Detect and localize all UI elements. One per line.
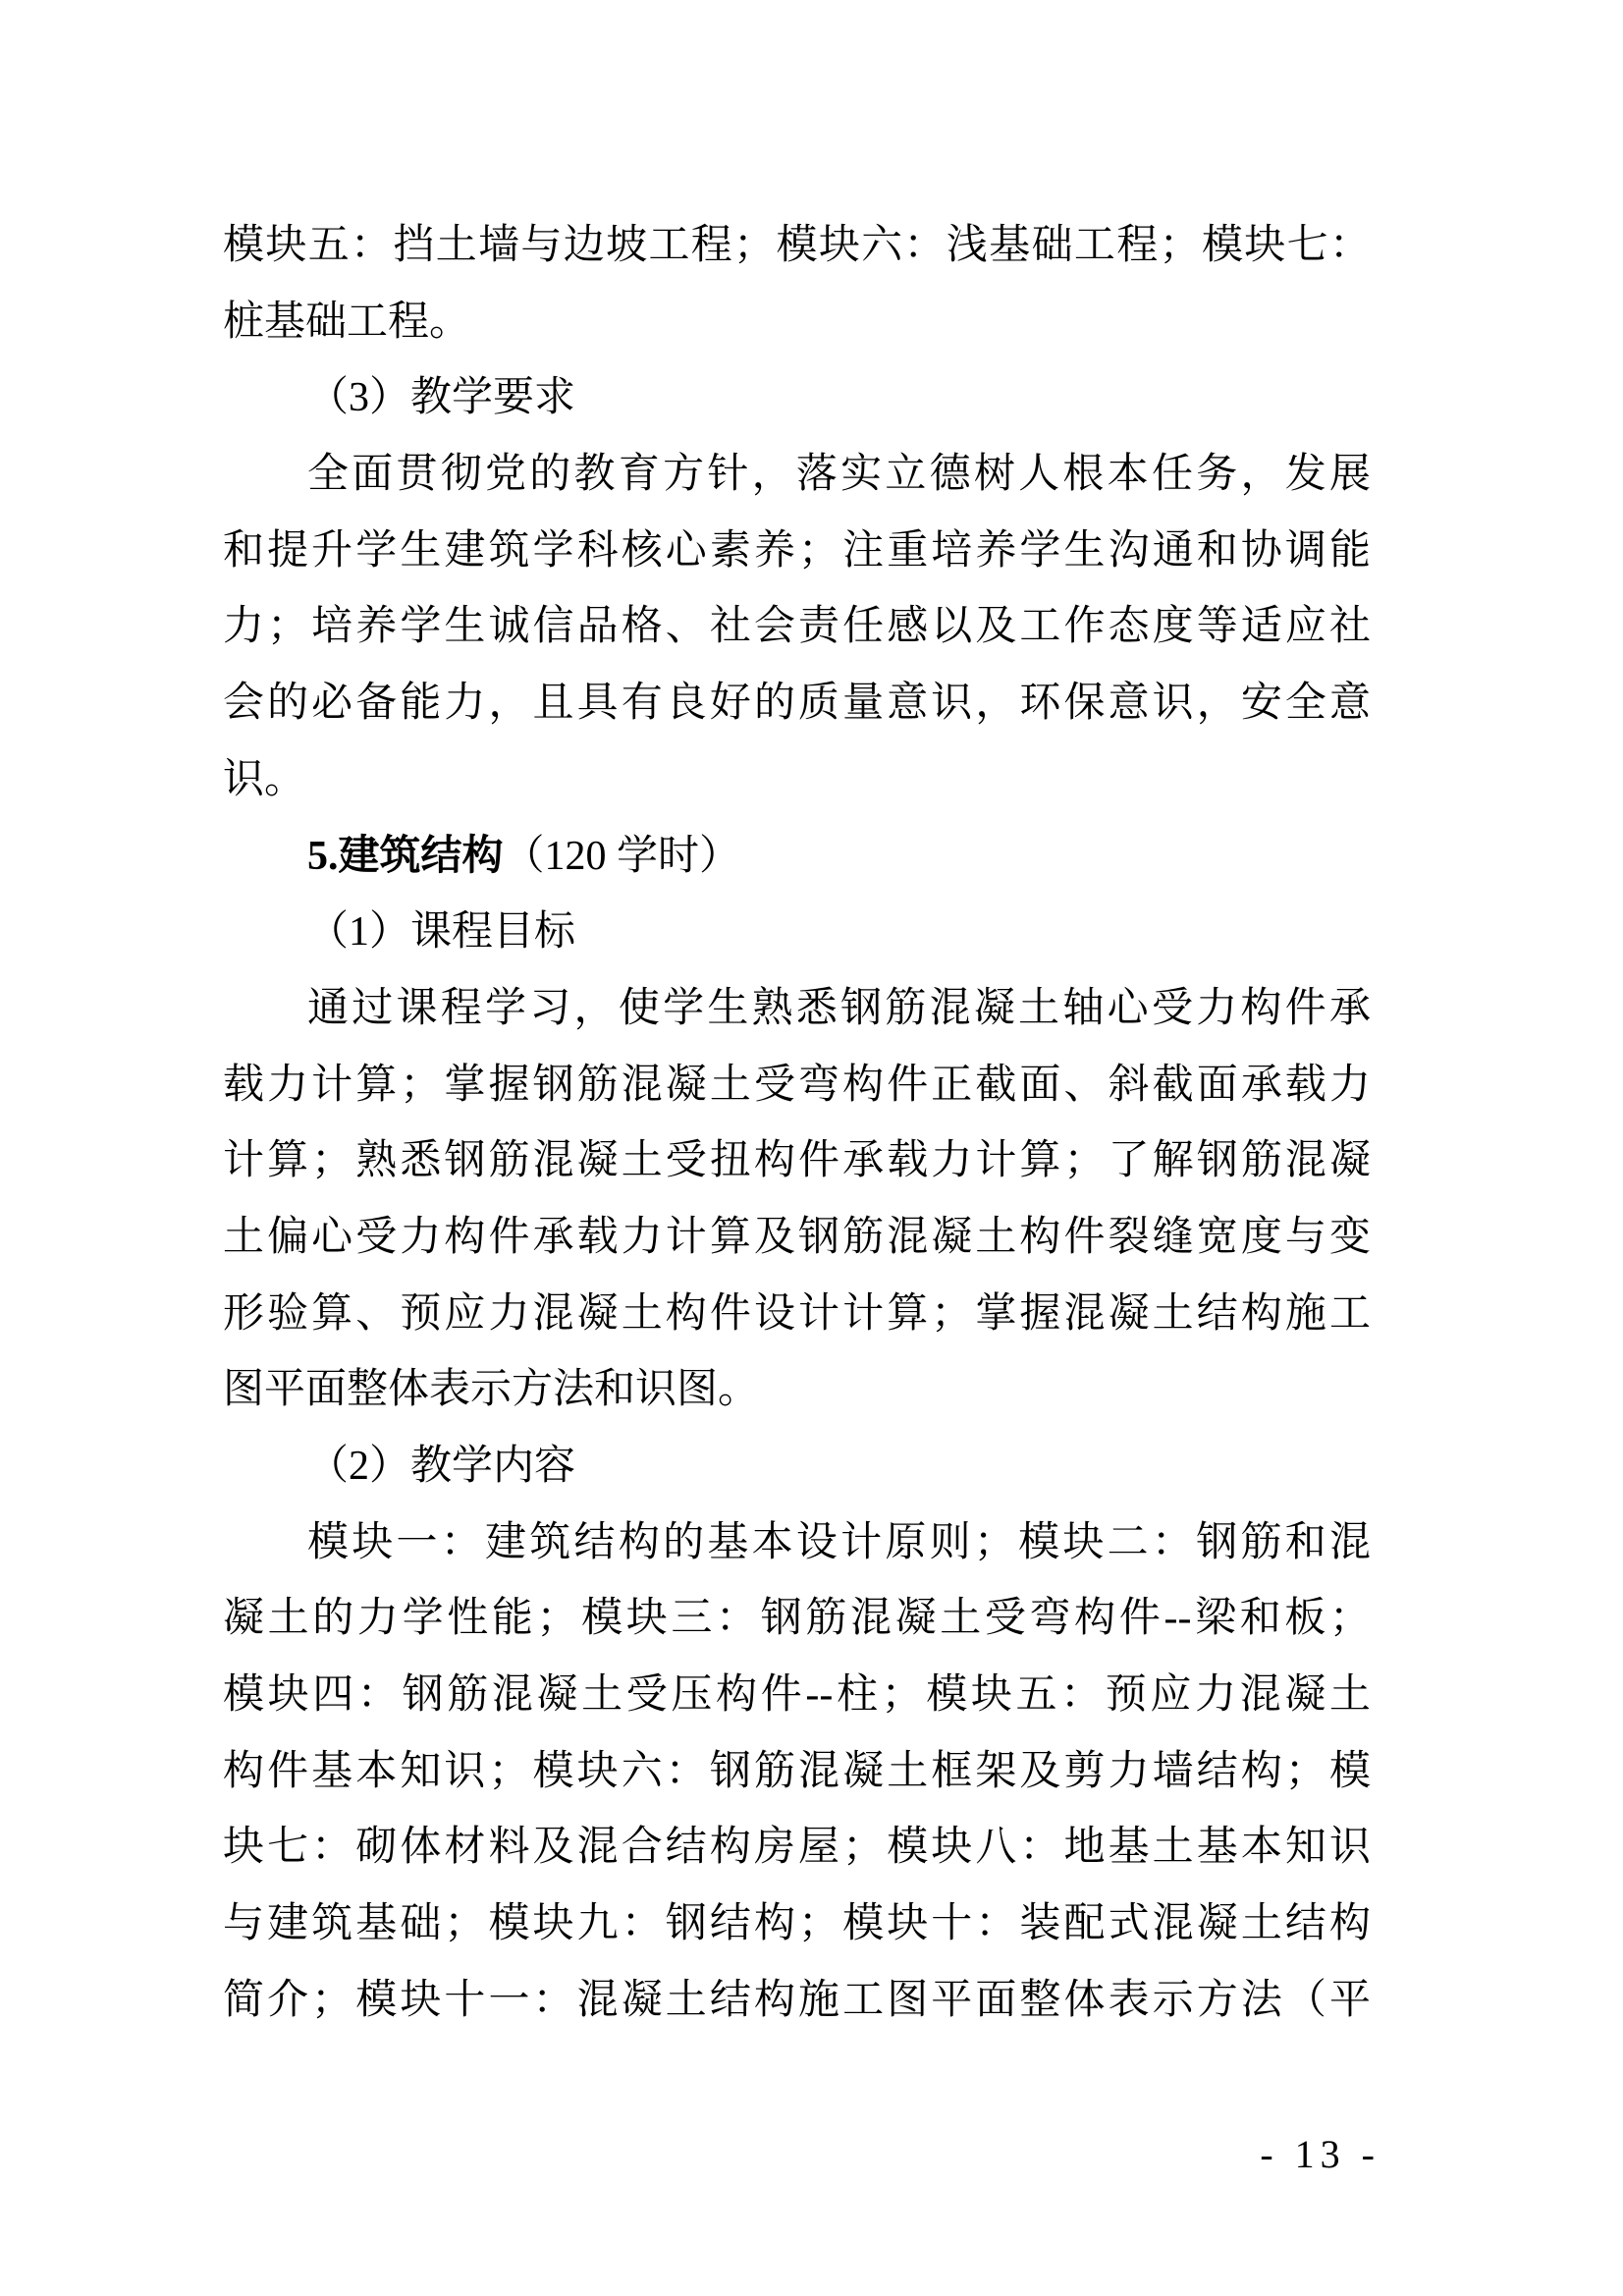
text-line: 模块四：钢筋混凝土受压构件--柱；模块五：预应力混凝土 — [223, 1672, 1371, 1719]
text-line: 识。 — [223, 756, 306, 802]
text-line: 模块一：建筑结构的基本设计原则；模块二：钢筋和混 — [307, 1519, 1371, 1565]
text-line: 模块五：挡土墙与边坡工程；模块六：浅基础工程；模块七： — [223, 223, 1371, 268]
text-line: 桩基础工程。 — [223, 299, 471, 345]
text-line: 计算；熟悉钢筋混凝土受扭构件承载力计算；了解钢筋混凝 — [223, 1138, 1371, 1184]
text-line: 块七：砌体材料及混合结构房屋；模块八：地基土基本知识 — [223, 1825, 1371, 1871]
text-line: 简介；模块十一：混凝土结构施工图平面整体表示方法（平 — [223, 1977, 1371, 2023]
text-line: 凝土的力学性能；模块三：钢筋混凝土受弯构件--梁和板； — [223, 1596, 1371, 1642]
text-line: （1）课程目标 — [307, 909, 576, 956]
text-line: 力；培养学生诚信品格、社会责任感以及工作态度等适应社 — [223, 604, 1371, 650]
section-heading-hours: （120 学时） — [503, 833, 741, 879]
text-line: 通过课程学习，使学生熟悉钢筋混凝土轴心受力构件承 — [307, 985, 1371, 1031]
text-line: 与建筑基础；模块九：钢结构；模块十：装配式混凝土结构 — [223, 1901, 1371, 1947]
text-line: 和提升学生建筑学科核心素养；注重培养学生沟通和协调能 — [223, 527, 1371, 574]
text-line: 图平面整体表示方法和识图。 — [223, 1367, 760, 1413]
text-line: 土偏心受力构件承载力计算及钢筋混凝土构件裂缝宽度与变 — [223, 1214, 1371, 1260]
section-heading — [223, 819, 1371, 896]
text-block — [223, 208, 1371, 2040]
text-line: 会的必备能力，且具有良好的质量意识，环保意识，安全意 — [223, 681, 1371, 727]
text-line: 构件基本知识；模块六：钢筋混凝土框架及剪力墙结构；模 — [223, 1748, 1371, 1794]
text-line: （3）教学要求 — [307, 375, 576, 421]
text-line: （2）教学内容 — [307, 1444, 576, 1489]
text-line: 载力计算；掌握钢筋混凝土受弯构件正截面、斜截面承载力 — [223, 1062, 1371, 1108]
page-number: - 13 - — [1260, 2132, 1380, 2176]
text-line: 全面贯彻党的教育方针，落实立德树人根本任务，发展 — [307, 452, 1371, 498]
text-line: 形验算、预应力混凝土构件设计计算；掌握混凝土结构施工 — [223, 1290, 1371, 1337]
section-heading-number-title: 5.建筑结构 — [307, 833, 504, 879]
